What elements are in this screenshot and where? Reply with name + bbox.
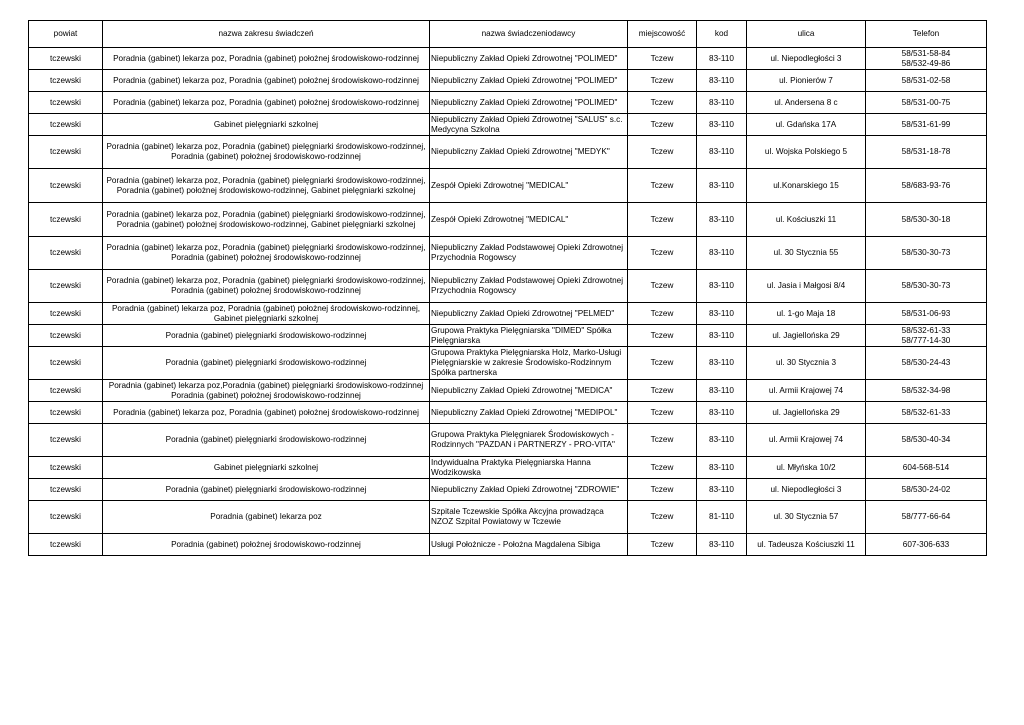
cell-powiat-text: tczewski	[50, 330, 81, 340]
cell-nazwa-text: Indywidualna Praktyka Pielęgniarska Hanna Wodzikowska	[431, 457, 591, 477]
cell-miejscowosc	[628, 347, 697, 380]
header-powiat: powiat	[29, 21, 103, 48]
cell-telefon-text: 58/531-00-75	[901, 97, 951, 107]
cell-powiat-text: tczewski	[50, 462, 81, 472]
table-row	[29, 169, 987, 203]
header-row	[29, 21, 987, 48]
table-row	[29, 203, 987, 237]
cell-ulica-text: ul. Wojska Polskiego 5	[764, 147, 848, 156]
cell-nazwa	[430, 325, 628, 347]
table-row	[29, 303, 987, 325]
cell-kod-text: 83-110	[709, 435, 734, 444]
cell-kod	[697, 114, 747, 136]
cell-telefon-text: 58/532-61-33	[901, 407, 951, 417]
table-row	[29, 270, 987, 303]
cell-powiat	[29, 136, 103, 169]
cell-zakres-text: Poradnia (gabinet) lekarza poz, Poradnia (gabinet) pielęgniarki środowiskowo-rodzinnej, Poradnia (gabinet) położnej środowiskowo-rodzinnej	[106, 142, 426, 161]
cell-miejscowosc-text: Tczew	[650, 435, 674, 444]
cell-ulica	[747, 424, 866, 457]
cell-ulica-text: ul. Niepodległości 3	[770, 53, 842, 63]
table-row	[29, 402, 987, 424]
cell-telefon	[866, 92, 987, 114]
cell-kod	[697, 534, 747, 556]
cell-kod-text: 83-110	[709, 180, 734, 190]
cell-miejscowosc	[628, 457, 697, 479]
cell-powiat	[29, 457, 103, 479]
header-ulica: ulica	[747, 21, 866, 48]
cell-powiat	[29, 501, 103, 534]
cell-miejscowosc-text: Tczew	[650, 385, 674, 395]
cell-zakres	[103, 424, 430, 457]
cell-nazwa-text: Niepubliczny Zakład Podstawowej Opieki Zdrowotnej Przychodnia Rogowscy	[431, 276, 624, 295]
cell-kod	[697, 347, 747, 380]
cell-zakres	[103, 92, 430, 114]
cell-powiat-text: tczewski	[50, 407, 81, 417]
table-row	[29, 114, 987, 136]
cell-miejscowosc	[628, 303, 697, 325]
cell-kod-text: 83-110	[709, 147, 734, 156]
cell-telefon-text: 604-568-514	[902, 462, 950, 472]
cell-zakres-text: Gabinet pielęgniarki szkolnej	[213, 119, 319, 129]
table-body	[29, 48, 987, 556]
cell-miejscowosc	[628, 114, 697, 136]
cell-powiat	[29, 534, 103, 556]
cell-miejscowosc-text: Tczew	[650, 330, 674, 340]
cell-powiat-text: tczewski	[50, 484, 81, 494]
cell-nazwa-text: Szpitale Tczewskie Spółka Akcyjna prowadząca NZOZ Szpital Powiatowy w Tczewie	[431, 507, 604, 526]
cell-zakres	[103, 325, 430, 347]
cell-zakres	[103, 402, 430, 424]
cell-telefon	[866, 380, 987, 402]
cell-kod-text: 83-110	[709, 539, 734, 549]
header-nazwa: nazwa świadczeniodawcy	[430, 21, 628, 48]
cell-zakres-text: Poradnia (gabinet) lekarza poz,Poradnia (gabinet) pielęgniarki środowiskowo-rodzinnej Poradnia (gabinet) położnej środowiskowo-rodzinnej	[108, 380, 424, 400]
cell-powiat-text: tczewski	[50, 97, 81, 107]
header-telefon: Telefon	[866, 21, 987, 48]
cell-telefon-text: 58/532-34-98	[901, 385, 951, 395]
cell-miejscowosc-text: Tczew	[650, 462, 674, 472]
cell-powiat	[29, 169, 103, 203]
cell-powiat	[29, 347, 103, 380]
cell-zakres	[103, 203, 430, 237]
cell-powiat-text: tczewski	[50, 308, 81, 318]
cell-nazwa	[430, 70, 628, 92]
cell-miejscowosc	[628, 325, 697, 347]
cell-ulica	[747, 136, 866, 169]
cell-powiat	[29, 380, 103, 402]
cell-zakres-text: Poradnia (gabinet) lekarza poz, Poradnia (gabinet) pielęgniarki środowiskowo-rodzinnej, Poradnia (gabinet) położnej środowiskowo-rodzinnej	[106, 276, 426, 295]
cell-miejscowosc	[628, 203, 697, 237]
cell-nazwa	[430, 303, 628, 325]
cell-nazwa	[430, 424, 628, 457]
cell-kod	[697, 501, 747, 534]
cell-powiat	[29, 270, 103, 303]
cell-ulica	[747, 457, 866, 479]
cell-ulica-text: ul. Jasia i Małgosi 8/4	[766, 281, 846, 290]
cell-ulica-text: ul. Młyńska 10/2	[776, 462, 836, 472]
cell-kod-text: 83-110	[709, 484, 734, 494]
cell-ulica-text: ul. 30 Stycznia 3	[775, 358, 837, 367]
cell-zakres-text: Poradnia (gabinet) lekarza poz, Poradnia (gabinet) położnej środowiskowo-rodzinnej, Gabinet pielęgniarki szkolnej	[111, 303, 421, 323]
cell-telefon-text: 58/531-61-99	[901, 119, 951, 129]
cell-powiat-text: tczewski	[50, 281, 81, 290]
cell-zakres	[103, 303, 430, 325]
cell-powiat-text: tczewski	[50, 512, 81, 521]
table-row	[29, 325, 987, 347]
cell-powiat	[29, 303, 103, 325]
cell-telefon	[866, 48, 987, 70]
cell-telefon	[866, 203, 987, 237]
table-row	[29, 501, 987, 534]
cell-zakres	[103, 136, 430, 169]
cell-nazwa	[430, 48, 628, 70]
cell-zakres-text: Gabinet pielęgniarki szkolnej	[213, 462, 319, 472]
cell-kod-text: 81-110	[709, 512, 734, 521]
cell-nazwa-text: Zespół Opieki Zdrowotnej "MEDICAL"	[431, 180, 569, 190]
cell-kod	[697, 136, 747, 169]
cell-miejscowosc	[628, 424, 697, 457]
cell-miejscowosc	[628, 70, 697, 92]
cell-telefon	[866, 457, 987, 479]
cell-zakres-text: Poradnia (gabinet) lekarza poz, Poradnia (gabinet) pielęgniarki środowiskowo-rodzinnej, Poradnia (gabinet) położnej środowiskowo-rodzinnej, Gabinet pielęgniarki szkolnej	[106, 175, 426, 195]
cell-kod-text: 83-110	[709, 308, 734, 318]
cell-nazwa	[430, 347, 628, 380]
cell-zakres-text: Poradnia (gabinet) pielęgniarki środowiskowo-rodzinnej	[165, 358, 367, 367]
cell-ulica	[747, 237, 866, 270]
cell-powiat-text: tczewski	[50, 53, 81, 63]
cell-zakres	[103, 237, 430, 270]
cell-powiat-text: tczewski	[50, 75, 81, 85]
cell-miejscowosc-text: Tczew	[650, 308, 674, 318]
cell-zakres	[103, 479, 430, 501]
cell-ulica	[747, 380, 866, 402]
cell-zakres	[103, 534, 430, 556]
cell-miejscowosc	[628, 501, 697, 534]
cell-zakres-text: Poradnia (gabinet) lekarza poz, Poradnia (gabinet) pielęgniarki środowiskowo-rodzinnej, Poradnia (gabinet) położnej środowiskowo-rodzinnej	[106, 243, 426, 262]
cell-nazwa	[430, 136, 628, 169]
cell-telefon	[866, 70, 987, 92]
cell-nazwa-text: Niepubliczny Zakład Opieki Zdrowotnej "ZDROWIE"	[431, 484, 620, 494]
providers-table	[28, 20, 987, 556]
cell-kod-text: 83-110	[709, 281, 734, 290]
cell-nazwa	[430, 270, 628, 303]
cell-powiat	[29, 325, 103, 347]
cell-ulica	[747, 479, 866, 501]
table-row	[29, 534, 987, 556]
cell-kod-text: 83-110	[709, 385, 734, 395]
cell-zakres	[103, 70, 430, 92]
cell-powiat-text: tczewski	[50, 180, 81, 190]
cell-ulica	[747, 169, 866, 203]
cell-nazwa	[430, 114, 628, 136]
cell-telefon-text: 58/531-06-93	[901, 308, 951, 318]
cell-telefon	[866, 303, 987, 325]
cell-nazwa-text: Niepubliczny Zakład Podstawowej Opieki Zdrowotnej Przychodnia Rogowscy	[431, 243, 624, 262]
cell-miejscowosc	[628, 169, 697, 203]
cell-miejscowosc-text: Tczew	[650, 281, 674, 290]
cell-nazwa	[430, 203, 628, 237]
cell-kod	[697, 479, 747, 501]
cell-miejscowosc	[628, 237, 697, 270]
table-row	[29, 136, 987, 169]
cell-telefon-text: 58/530-24-02	[901, 484, 951, 494]
cell-powiat	[29, 479, 103, 501]
cell-powiat	[29, 70, 103, 92]
cell-zakres	[103, 48, 430, 70]
cell-miejscowosc	[628, 92, 697, 114]
cell-powiat	[29, 402, 103, 424]
cell-zakres-text: Poradnia (gabinet) pielęgniarki środowiskowo-rodzinnej	[165, 435, 367, 444]
cell-telefon-text: 58/530-30-18	[901, 214, 951, 224]
cell-ulica-text: ul. Jagiellońska 29	[772, 407, 840, 417]
cell-telefon-text: 58/531-18-78	[901, 147, 951, 156]
header-zakres: nazwa zakresu świadczeń	[103, 21, 430, 48]
cell-nazwa-text: Niepubliczny Zakład Opieki Zdrowotnej "POLIMED"	[431, 75, 618, 85]
table-row	[29, 48, 987, 70]
header-miejscowosc: miejscowość	[628, 21, 697, 48]
cell-zakres-text: Poradnia (gabinet) lekarza poz, Poradnia (gabinet) położnej środowiskowo-rodzinnej	[113, 75, 419, 85]
cell-miejscowosc-text: Tczew	[650, 75, 674, 85]
cell-miejscowosc-text: Tczew	[650, 180, 674, 190]
cell-kod-text: 83-110	[709, 358, 734, 367]
cell-telefon-text: 58/531-02-58	[901, 75, 951, 85]
cell-ulica	[747, 48, 866, 70]
cell-zakres	[103, 114, 430, 136]
cell-kod-text: 83-110	[709, 53, 734, 63]
cell-nazwa-text: Niepubliczny Zakład Opieki Zdrowotnej "POLIMED"	[431, 53, 618, 63]
cell-miejscowosc	[628, 534, 697, 556]
cell-kod	[697, 325, 747, 347]
cell-kod	[697, 169, 747, 203]
cell-miejscowosc-text: Tczew	[650, 484, 674, 494]
cell-telefon	[866, 114, 987, 136]
cell-kod	[697, 402, 747, 424]
cell-ulica-text: ul. Niepodległości 3	[770, 484, 842, 494]
cell-nazwa-text: Zespół Opieki Zdrowotnej "MEDICAL"	[431, 214, 569, 224]
cell-miejscowosc-text: Tczew	[650, 97, 674, 107]
cell-ulica-text: ul. 1-go Maja 18	[776, 308, 836, 318]
cell-nazwa	[430, 237, 628, 270]
cell-kod	[697, 237, 747, 270]
cell-kod	[697, 457, 747, 479]
cell-telefon-text: 58/530-24-43	[901, 358, 951, 367]
cell-ulica	[747, 534, 866, 556]
cell-telefon-text: 607-306-633	[902, 539, 950, 549]
table-row	[29, 457, 987, 479]
cell-ulica-text: ul. Gdańska 17A	[775, 119, 837, 129]
cell-telefon-text: 58/532-61-33 58/777-14-30	[901, 325, 951, 345]
cell-kod	[697, 203, 747, 237]
cell-kod	[697, 48, 747, 70]
cell-telefon	[866, 347, 987, 380]
cell-zakres-text: Poradnia (gabinet) pielęgniarki środowiskowo-rodzinnej	[165, 330, 367, 340]
cell-kod	[697, 303, 747, 325]
cell-kod-text: 83-110	[709, 75, 734, 85]
cell-zakres	[103, 270, 430, 303]
cell-powiat-text: tczewski	[50, 358, 81, 367]
table-row	[29, 70, 987, 92]
cell-miejscowosc-text: Tczew	[650, 358, 674, 367]
table-row	[29, 380, 987, 402]
cell-telefon-text: 58/530-40-34	[901, 435, 951, 444]
cell-telefon	[866, 325, 987, 347]
cell-ulica	[747, 70, 866, 92]
cell-miejscowosc	[628, 270, 697, 303]
cell-powiat-text: tczewski	[50, 435, 81, 444]
cell-ulica	[747, 347, 866, 380]
cell-miejscowosc	[628, 479, 697, 501]
cell-kod	[697, 424, 747, 457]
header-kod: kod	[697, 21, 747, 48]
cell-miejscowosc-text: Tczew	[650, 147, 674, 156]
table-row	[29, 347, 987, 380]
cell-miejscowosc-text: Tczew	[650, 512, 674, 521]
cell-powiat-text: tczewski	[50, 119, 81, 129]
cell-ulica	[747, 325, 866, 347]
cell-zakres-text: Poradnia (gabinet) lekarza poz, Poradnia (gabinet) położnej środowiskowo-rodzinnej	[113, 407, 419, 417]
cell-telefon	[866, 402, 987, 424]
cell-powiat	[29, 203, 103, 237]
cell-zakres-text: Poradnia (gabinet) lekarza poz	[210, 512, 322, 521]
cell-ulica	[747, 303, 866, 325]
cell-powiat-text: tczewski	[50, 214, 81, 224]
cell-ulica-text: ul. Tadeusza Kościuszki 11	[757, 539, 855, 549]
cell-ulica-text: ul. Armii Krajowej 74	[768, 435, 844, 444]
cell-miejscowosc-text: Tczew	[650, 119, 674, 129]
cell-ulica-text: ul. Pionierów 7	[779, 75, 833, 85]
cell-kod	[697, 270, 747, 303]
cell-nazwa	[430, 92, 628, 114]
cell-miejscowosc-text: Tczew	[650, 214, 674, 224]
cell-telefon	[866, 237, 987, 270]
cell-ulica-text: ul. Kościuszki 11	[775, 214, 837, 224]
cell-ulica	[747, 402, 866, 424]
cell-powiat	[29, 92, 103, 114]
cell-kod	[697, 70, 747, 92]
cell-zakres	[103, 501, 430, 534]
cell-ulica	[747, 270, 866, 303]
cell-kod	[697, 92, 747, 114]
cell-miejscowosc-text: Tczew	[650, 407, 674, 417]
table-row	[29, 92, 987, 114]
cell-nazwa-text: Niepubliczny Zakład Opieki Zdrowotnej "MEDIPOL"	[431, 407, 618, 417]
cell-telefon	[866, 169, 987, 203]
cell-nazwa	[430, 457, 628, 479]
table-row	[29, 424, 987, 457]
cell-ulica-text: ul. 30 Stycznia 57	[773, 512, 839, 521]
cell-nazwa-text: Niepubliczny Zakład Opieki Zdrowotnej "SALUS" s.c. Medycyna Szkolna	[431, 114, 623, 134]
cell-ulica-text: ul. Armii Krajowej 74	[768, 385, 844, 395]
cell-nazwa-text: Niepubliczny Zakład Opieki Zdrowotnej "POLIMED"	[431, 97, 618, 107]
cell-kod-text: 83-110	[709, 119, 734, 129]
cell-nazwa	[430, 402, 628, 424]
cell-zakres-text: Poradnia (gabinet) lekarza poz, Poradnia (gabinet) pielęgniarki środowiskowo-rodzinnej, Poradnia (gabinet) położnej środowiskowo-rodzinnej, Gabinet pielęgniarki szkolnej	[106, 209, 426, 229]
cell-kod-text: 83-110	[709, 214, 734, 224]
cell-miejscowosc	[628, 48, 697, 70]
cell-kod-text: 83-110	[709, 97, 734, 107]
cell-telefon	[866, 424, 987, 457]
cell-telefon	[866, 479, 987, 501]
cell-zakres	[103, 380, 430, 402]
cell-ulica-text: ul.Konarskiego 15	[773, 180, 839, 190]
cell-telefon	[866, 136, 987, 169]
cell-zakres	[103, 169, 430, 203]
cell-nazwa-text: Grupowa Praktyka Pielęgniarek Środowiskowych - Rodzinnych "PAZDAN i PARTNERZY - PRO-VITA"	[431, 430, 615, 449]
cell-kod-text: 83-110	[709, 248, 734, 257]
cell-nazwa-text: Niepubliczny Zakład Opieki Zdrowotnej "MEDYK"	[431, 147, 610, 156]
cell-nazwa-text: Niepubliczny Zakład Opieki Zdrowotnej "PELMED"	[431, 308, 615, 318]
cell-zakres	[103, 347, 430, 380]
cell-kod-text: 83-110	[709, 462, 734, 472]
cell-ulica-text: ul. 30 Stycznia 55	[773, 248, 839, 257]
cell-ulica	[747, 114, 866, 136]
cell-miejscowosc-text: Tczew	[650, 248, 674, 257]
cell-miejscowosc	[628, 402, 697, 424]
cell-telefon-text: 58/530-30-73	[901, 281, 951, 290]
cell-zakres-text: Poradnia (gabinet) pielęgniarki środowiskowo-rodzinnej	[165, 484, 367, 494]
cell-telefon-text: 58/777-66-64	[901, 512, 951, 521]
cell-miejscowosc-text: Tczew	[650, 539, 674, 549]
cell-nazwa	[430, 501, 628, 534]
cell-telefon-text: 58/683-93-76	[901, 180, 951, 190]
cell-kod-text: 83-110	[709, 330, 734, 340]
cell-miejscowosc	[628, 380, 697, 402]
cell-nazwa-text: Grupowa Praktyka Pielęgniarska "DIMED" Spółka Pielęgniarska	[431, 325, 612, 345]
cell-nazwa-text: Niepubliczny Zakład Opieki Zdrowotnej "MEDICA"	[431, 385, 613, 395]
cell-nazwa-text: Usługi Położnicze - Położna Magdalena Sibiga	[431, 539, 601, 549]
cell-powiat	[29, 237, 103, 270]
cell-powiat	[29, 114, 103, 136]
cell-powiat-text: tczewski	[50, 539, 81, 549]
cell-nazwa	[430, 479, 628, 501]
cell-powiat-text: tczewski	[50, 147, 81, 156]
cell-nazwa	[430, 534, 628, 556]
cell-miejscowosc	[628, 136, 697, 169]
cell-powiat	[29, 424, 103, 457]
cell-zakres-text: Poradnia (gabinet) lekarza poz, Poradnia (gabinet) położnej środowiskowo-rodzinnej	[113, 97, 419, 107]
cell-kod-text: 83-110	[709, 407, 734, 417]
cell-nazwa	[430, 380, 628, 402]
cell-powiat-text: tczewski	[50, 248, 81, 257]
cell-zakres-text: Poradnia (gabinet) lekarza poz, Poradnia (gabinet) położnej środowiskowo-rodzinnej	[113, 53, 419, 63]
cell-telefon	[866, 270, 987, 303]
cell-powiat-text: tczewski	[50, 385, 81, 395]
cell-ulica-text: ul. Andersena 8 c	[774, 97, 838, 107]
cell-ulica	[747, 92, 866, 114]
cell-telefon-text: 58/530-30-73	[901, 248, 951, 257]
cell-telefon	[866, 501, 987, 534]
cell-zakres-text: Poradnia (gabinet) położnej środowiskowo-rodzinnej	[171, 539, 361, 549]
cell-ulica	[747, 501, 866, 534]
cell-nazwa-text: Grupowa Praktyka Pielęgniarska Holz, Marko-Usługi Pielęgniarskie w zakresie Środowisko-Rodzinnym Spółka partnerska	[431, 348, 622, 377]
cell-ulica	[747, 203, 866, 237]
cell-zakres	[103, 457, 430, 479]
cell-telefon	[866, 534, 987, 556]
cell-kod	[697, 380, 747, 402]
table-row	[29, 479, 987, 501]
table-row	[29, 237, 987, 270]
cell-powiat	[29, 48, 103, 70]
cell-miejscowosc-text: Tczew	[650, 53, 674, 63]
cell-ulica-text: ul. Jagiellońska 29	[772, 330, 840, 340]
cell-nazwa	[430, 169, 628, 203]
cell-telefon-text: 58/531-58-84 58/532-49-86	[901, 48, 951, 68]
